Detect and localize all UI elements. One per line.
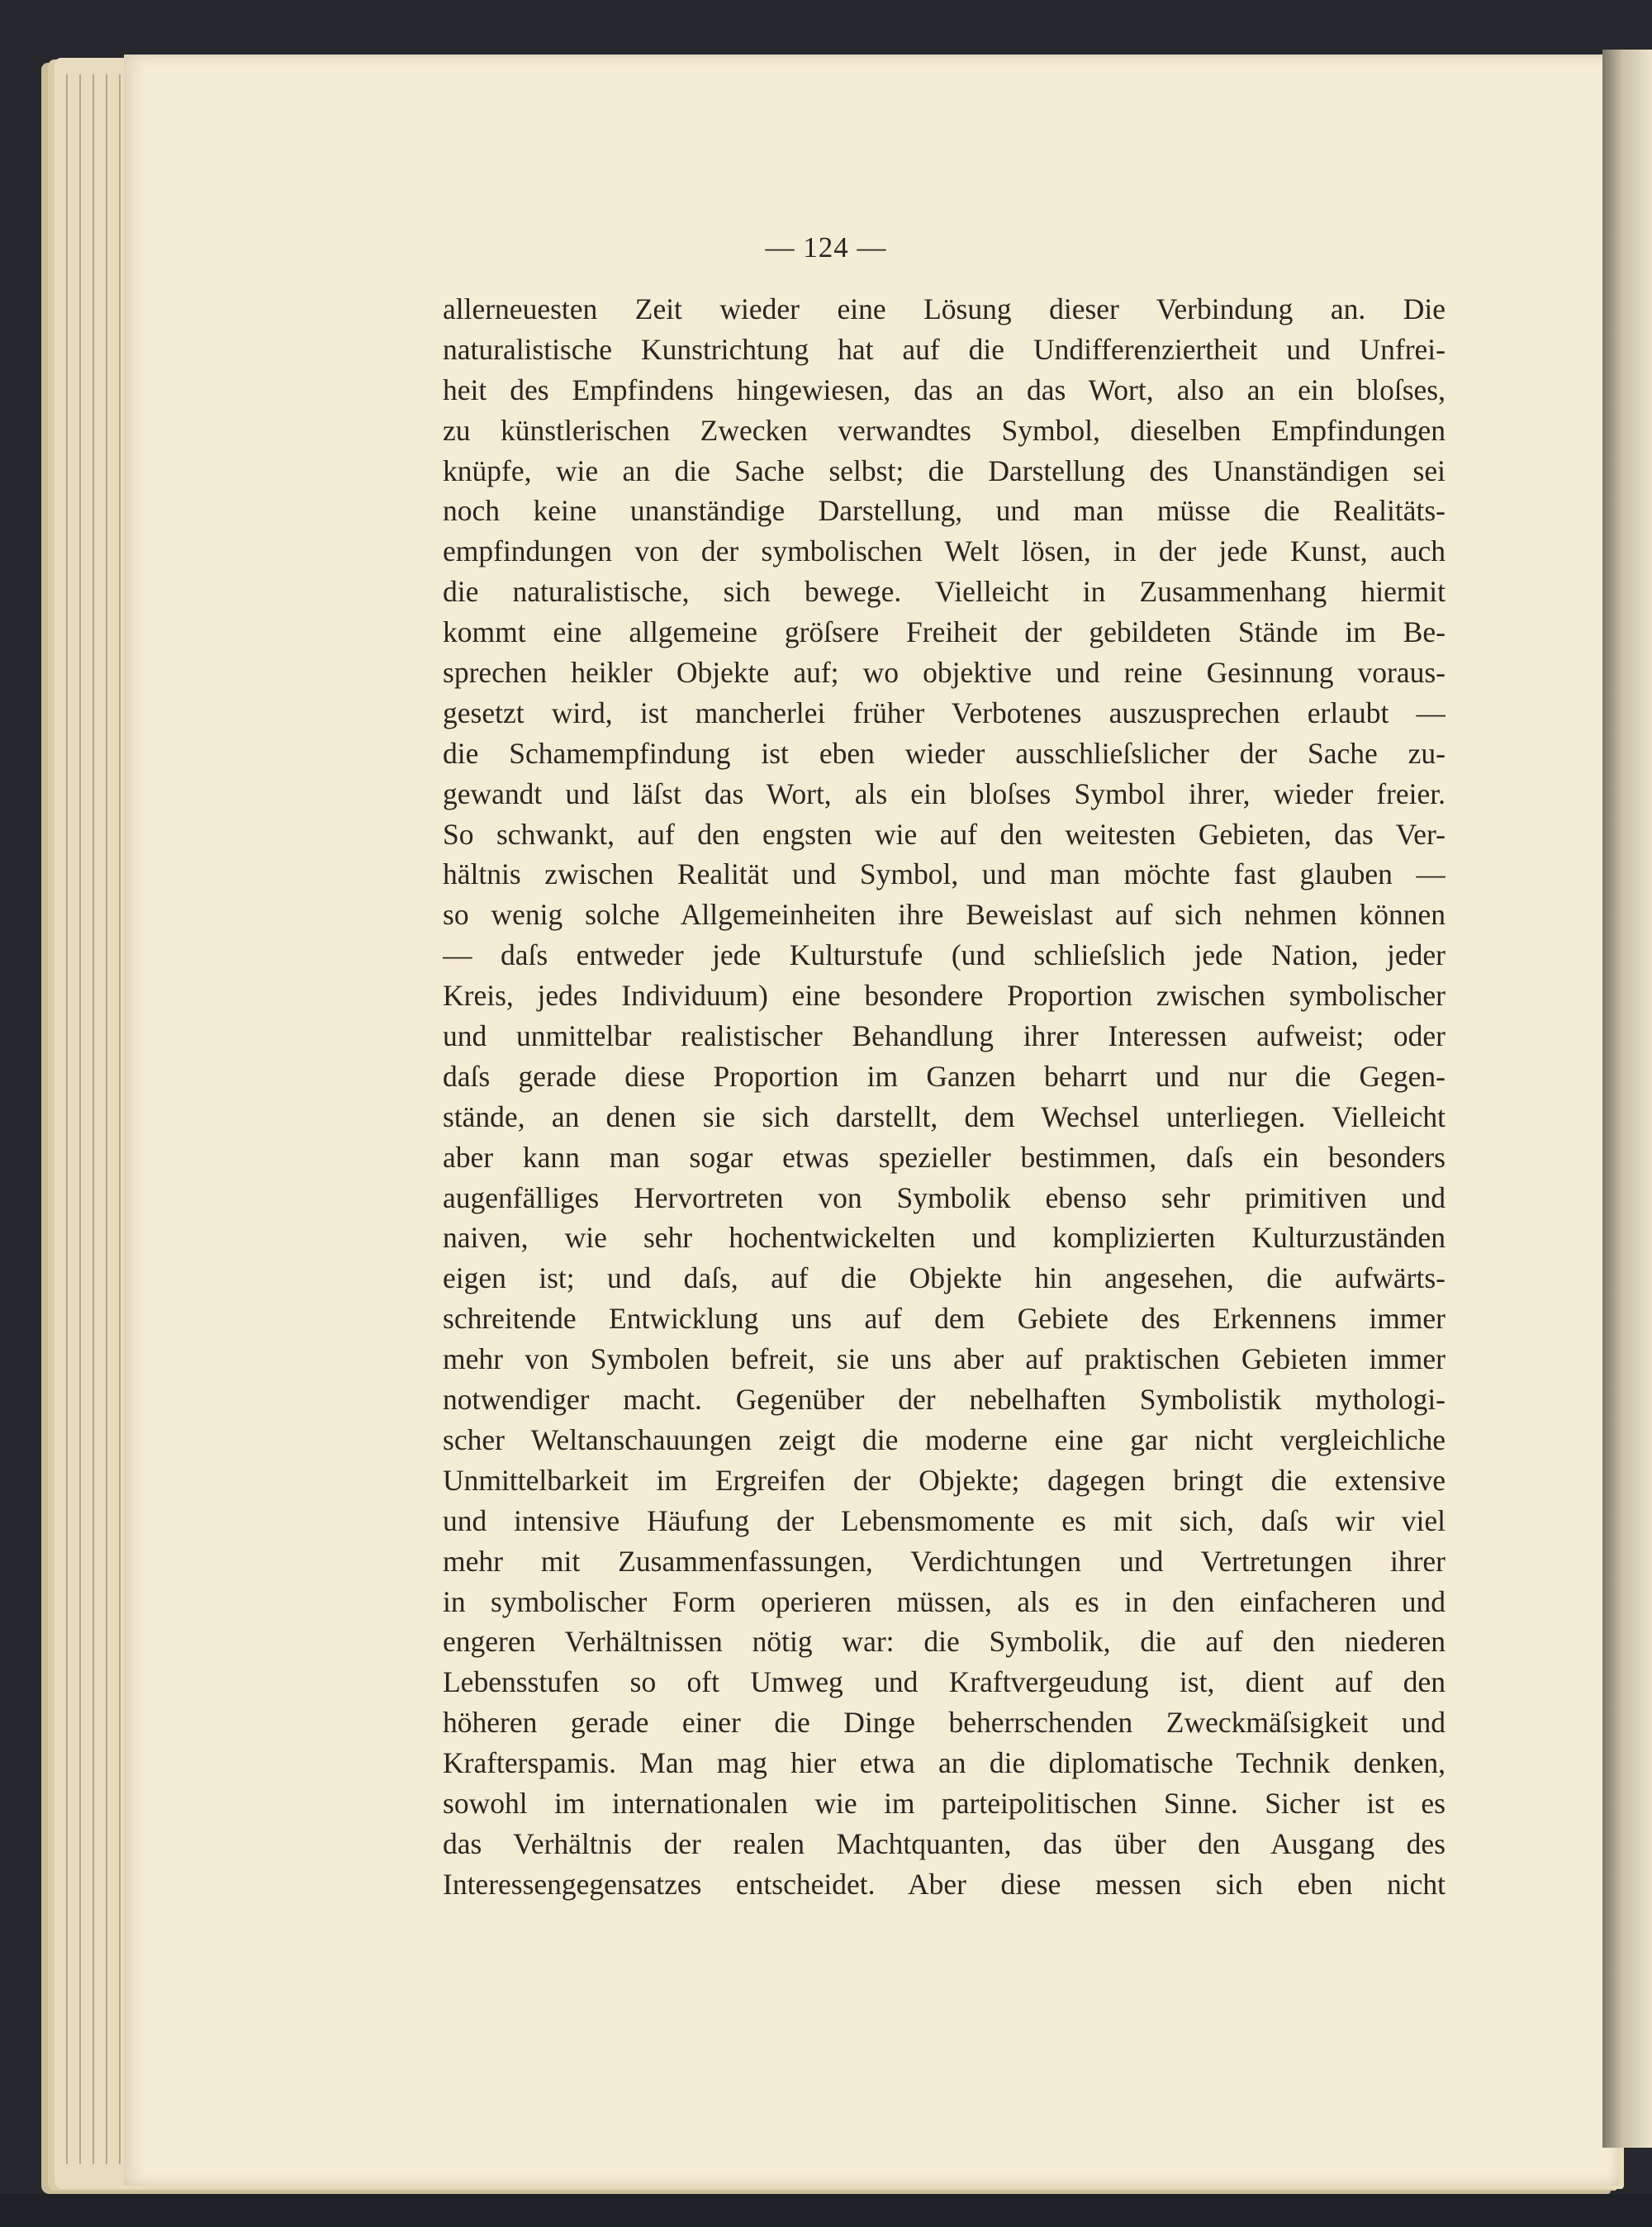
text-line: mehr von Symbolen befreit, sie uns aber auf praktischen Gebieten immer (443, 1342, 1446, 1376)
text-line: empfindungen von der symbolischen Welt lösen, in der jede Kunst, auch (443, 534, 1446, 568)
text-line: mehr mit Zusammenfassungen, Verdichtungen und Vertretungen ihrer (443, 1544, 1446, 1578)
text-line: sowohl im internationalen wie im parteipolitischen Sinne. Sicher ist es (443, 1786, 1446, 1820)
text-line: scher Weltanschauungen zeigt die moderne eine gar nicht vergleichliche (443, 1422, 1446, 1456)
text-line: gesetzt wird, ist mancherlei früher Verbotenes auszusprechen erlaubt — (443, 696, 1446, 729)
body-text (443, 289, 1446, 1905)
text-line: Kreis, jedes Individuum) eine besondere Proportion zwischen symbolischer (443, 979, 1446, 1013)
page-edge-line (119, 74, 121, 2164)
text-line: So schwankt, auf den engsten wie auf den weitesten Gebieten, das Ver- (443, 817, 1446, 851)
page-edge-line (66, 74, 68, 2164)
text-line: und intensive Häufung der Lebensmomente es mit sich, daſs wir viel (443, 1503, 1446, 1537)
text-line: engeren Verhältnissen nötig war: die Symbolik, die auf den niederen (443, 1625, 1446, 1659)
text-line: noch keine unanständige Darstellung, und man müsse die Realitäts- (443, 494, 1446, 528)
text-line: naiven, wie sehr hochentwickelten und komplizierten Kulturzuständen (443, 1221, 1446, 1255)
text-line: Lebensstufen so oft Umweg und Kraftvergeudung ist, dient auf den (443, 1665, 1446, 1699)
text-line: die Schamempfindung ist eben wieder ausschlieſslicher der Sache zu- (443, 736, 1446, 770)
text-line: so wenig solche Allgemeinheiten ihre Beweislast auf sich nehmen können (443, 898, 1446, 932)
text-line: sprechen heikler Objekte auf; wo objektive und reine Gesinnung voraus- (443, 656, 1446, 690)
text-line: daſs gerade diese Proportion im Ganzen beharrt und nur die Gegen- (443, 1059, 1446, 1093)
text-line: in symbolischer Form operieren müssen, als es in den einfacheren und (443, 1584, 1446, 1618)
text-line: augenfälliges Hervortreten von Symbolik ebenso sehr primitiven und (443, 1180, 1446, 1214)
text-line: stände, an denen sie sich darstellt, dem Wechsel unterliegen. Vielleicht (443, 1099, 1446, 1133)
text-line: knüpfe, wie an die Sache selbst; die Darstellung des Unanständigen sei (443, 453, 1446, 487)
text-line: — daſs entweder jede Kulturstufe (und schlieſslich jede Nation, jeder (443, 938, 1446, 972)
scan-background (0, 2194, 1652, 2227)
text-line: höheren gerade einer die Dinge beherrschenden Zweckmäſsigkeit und (443, 1706, 1446, 1740)
facing-page-edge (1602, 50, 1652, 2148)
page-edge-line (79, 74, 81, 2164)
text-line: Unmittelbarkeit im Ergreifen der Objekte; dagegen bringt die extensive (443, 1463, 1446, 1497)
text-line: die naturalistische, sich bewege. Vielleicht in Zusammenhang hiermit (443, 575, 1446, 609)
text-line: naturalistische Kunstrichtung hat auf die Undifferenziertheit und Unfrei- (443, 332, 1446, 366)
text-line: Krafterspamis. Man mag hier etwa an die diplomatische Technik denken, (443, 1746, 1446, 1780)
text-line: hältnis zwischen Realität und Symbol, und man möchte fast glauben — (443, 857, 1446, 891)
text-line: das Verhältnis der realen Machtquanten, das über den Ausgang des (443, 1826, 1446, 1860)
text-line: notwendiger macht. Gegenüber der nebelhaften Symbolistik mythologi- (443, 1383, 1446, 1417)
page-number: — 124 — (765, 231, 887, 264)
page-edge-line (106, 74, 107, 2164)
text-line: und unmittelbar realistischer Behandlung ihrer Interessen aufweist; oder (443, 1019, 1446, 1053)
text-line: Interessengegensatzes entscheidet. Aber diese messen sich eben nicht (443, 1867, 1446, 1901)
page-edge-line (93, 74, 94, 2164)
text-line: allerneuesten Zeit wieder eine Lösung dieser Verbindung an. Die (443, 292, 1446, 325)
text-line: zu künstlerischen Zwecken verwandtes Symbol, dieselben Empfindungen (443, 413, 1446, 447)
text-line: gewandt und läſst das Wort, als ein bloſses Symbol ihrer, wieder freier. (443, 776, 1446, 810)
text-line: aber kann man sogar etwas spezieller bestimmen, daſs ein besonders (443, 1140, 1446, 1174)
text-line: kommt eine allgemeine gröſsere Freiheit der gebildeten Stände im Be- (443, 615, 1446, 649)
text-line: eigen ist; und daſs, auf die Objekte hin angesehen, die aufwärts- (443, 1261, 1446, 1295)
text-line: schreitende Entwicklung uns auf dem Gebiete des Erkennens immer (443, 1302, 1446, 1336)
text-line: heit des Empfindens hingewiesen, das an das Wort, also an ein bloſses, (443, 373, 1446, 406)
